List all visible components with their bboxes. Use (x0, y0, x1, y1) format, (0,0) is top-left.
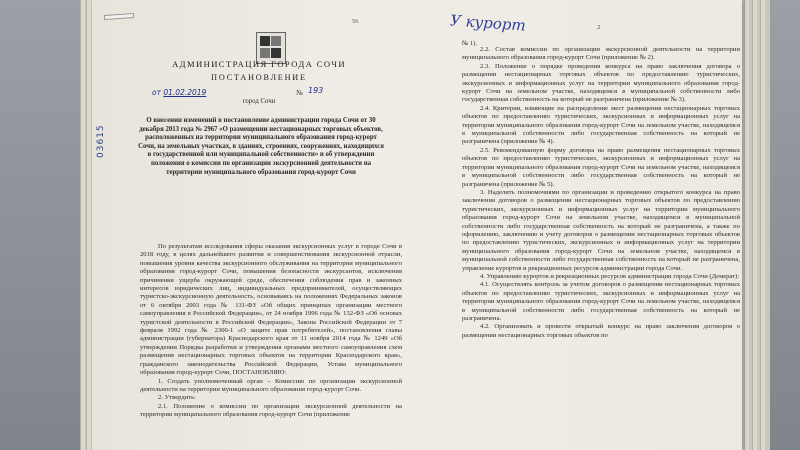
city: город Сочи (242, 98, 276, 105)
sheet-edge (752, 0, 757, 450)
document-type: ПОСТАНОВЛЕНИЕ (211, 73, 307, 82)
paragraph: 4.1. Осуществлять контроль за учетом договоров о размещении нестационарных торговых объектов по предоставлению туристических, экскурсионных и информационных услуг на территории муниципального образования город-курорт Сочи на земельном участке, находящемся в муниципальной собственности либо государственная собственность на который не разграничена. (462, 281, 740, 322)
side-stamp-number: 03615 (96, 124, 106, 158)
paragraph: 4. Управлению курортов и рекреационных ресурсов администрации города Сочи (Демерат): (480, 272, 740, 280)
document-number: 193 (308, 86, 324, 95)
document-title: О внесении изменений в постановление администрации города Сочи от 30 декабря 2013 года № 2967 «О размещении нестационарных торговых объектов, расположенных на территории муниципального образования город-курорт Сочи, на земельных участках, в зданиях, строениях, сооружениях, находящихся в государственной или муниципальной собственности» и об утверждении положения о комиссии по организации экскурсионной деятельности на территории муниципального образования город-курорт Сочи (138, 117, 384, 176)
organization-name: АДМИНИСТРАЦИЯ ГОРОДА СОЧИ (172, 59, 346, 69)
left-column (118, 0, 400, 450)
paragraph: 2.4. Критерии, влияющие на распределение мест размещения нестационарных торговых объектов по предоставлению туристических, экскурсионных и информационных услуг на территории муниципального образования город-курорт Сочи на земельном участке, находящемся в муниципальной собственности либо государственная собственность на который не разграничена (приложение № 4). (462, 104, 740, 146)
continuation-text: № 1). (462, 40, 478, 47)
sheet-edge (760, 0, 765, 450)
date-prefix: от (152, 88, 161, 97)
corner-number: 56 (352, 18, 359, 25)
sheet-edge (86, 0, 91, 450)
handwritten-note: У курорт (449, 11, 527, 35)
page-number: 2 (597, 24, 601, 31)
paragraph: 2.1. Положение о комиссии по организации экскурсионной деятельности на территории муниципального образования город-курорт Сочи (приложение (140, 402, 402, 419)
sheet-edge (80, 0, 85, 450)
right-column (462, 0, 740, 450)
document-date (152, 89, 206, 97)
paragraph: 4.2. Организовать и провести открытый конкурс на право заключения договоров о размещении нестационарных торговых объектов по (462, 323, 740, 339)
paragraph: 1. Создать уполномоченный орган – Комиссию по организации экскурсионной деятельности на территории муниципального образования город-курорт Сочи. (140, 377, 402, 393)
paragraph: 2.3. Положение о порядке проведения конкурса на право заключения договора о размещении нестационарных торговых объектов по предоставлению туристических, экскурсионных и информационных услуг на территории муниципального образования город-курорт Сочи на земельном участке, находящемся в муниципальной собственности либо государственная собственность на который не разграничена (приложение № 3). (462, 62, 740, 104)
right-body (462, 46, 740, 340)
left-body (140, 243, 402, 420)
paragraph: 2.5. Рекомендованную форму договора на право размещения нестационарных торговых объектов по предоставлению туристических, экскурсионных и информационных услуг на территории муниципального образования город-курорт Сочи на земельном участке, находящемся в муниципальной собственности либо государственная собственность на который не разграничена (приложение № 5). (462, 146, 740, 188)
paragraph: По результатам исследования сферы оказания экскурсионных услуг в городе Сочи в 2018 году, в целях дальнейшего развития и совершенствования экскурсионной отрасли, повышения уровня качества экскурсионного обслуживания на территории муниципального образования город-курорт Сочи, повышения безопасности экскурсантов, исключения причинения ущерба окружающей среде, обеспечения соблюдения прав и законных интересов юридических лиц, индивидуальных предпринимателей, осуществляющих туристско-экскурсионную деятельность, основываясь на положениях Федеральных законов от 6 октября 2003 года № 131-ФЗ «Об общих принципах организации местного самоуправления в Российской Федерации», от 24 ноября 1996 года № 132-ФЗ «Об основах туристской деятельности в Российской Федерации», Закона Российской Федерации от 7 февраля 1992 года № 2300-1 «О защите прав потребителей», постановления главы администрации (губернатора) Краснодарского края от 11 ноября 2014 года № 1249 «Об утверждении Порядка разработки и утверждения органами местного самоуправления схем размещения нестационарных торговых объектов на территории Краснодарского края», гражданского законодательства Российской Федерации, Устава муниципального образования город-курорт Сочи, ПОСТАНОВЛЯЮ: (140, 243, 402, 377)
date-value: 01.02.2019 (163, 88, 207, 97)
paragraph: 2.2. Состав комиссии по организации экскурсионной деятельности на территории муниципального образования город-курорт Сочи (приложение № 2). (462, 46, 740, 62)
paragraph: 3. Наделить полномочиями по организации и проведению открытого конкурса на право заключения договоров о размещении нестационарных торговых объектов по предоставлению туристических, экскурсионных и информационных услуг на территории муниципального образования город-курорт Сочи на земельном участке, находящемся в муниципальной собственности либо государственная собственность на который не разграничена, а также по оформлению, заключению и учету договоров о размещении нестационарных торговых объектов по предоставлению туристических, экскурсионных и информационных услуг на территории муниципального образования город-курорт Сочи на земельном участке, находящемся в муниципальной собственности либо государственная собственность на который не разграничена, управление курортов и рекреационных ресурсов администрации города Сочи. (462, 188, 740, 272)
number-prefix: № (296, 89, 303, 97)
sheet-edge (744, 0, 749, 450)
paragraph: 2. Утвердить: (158, 394, 196, 402)
